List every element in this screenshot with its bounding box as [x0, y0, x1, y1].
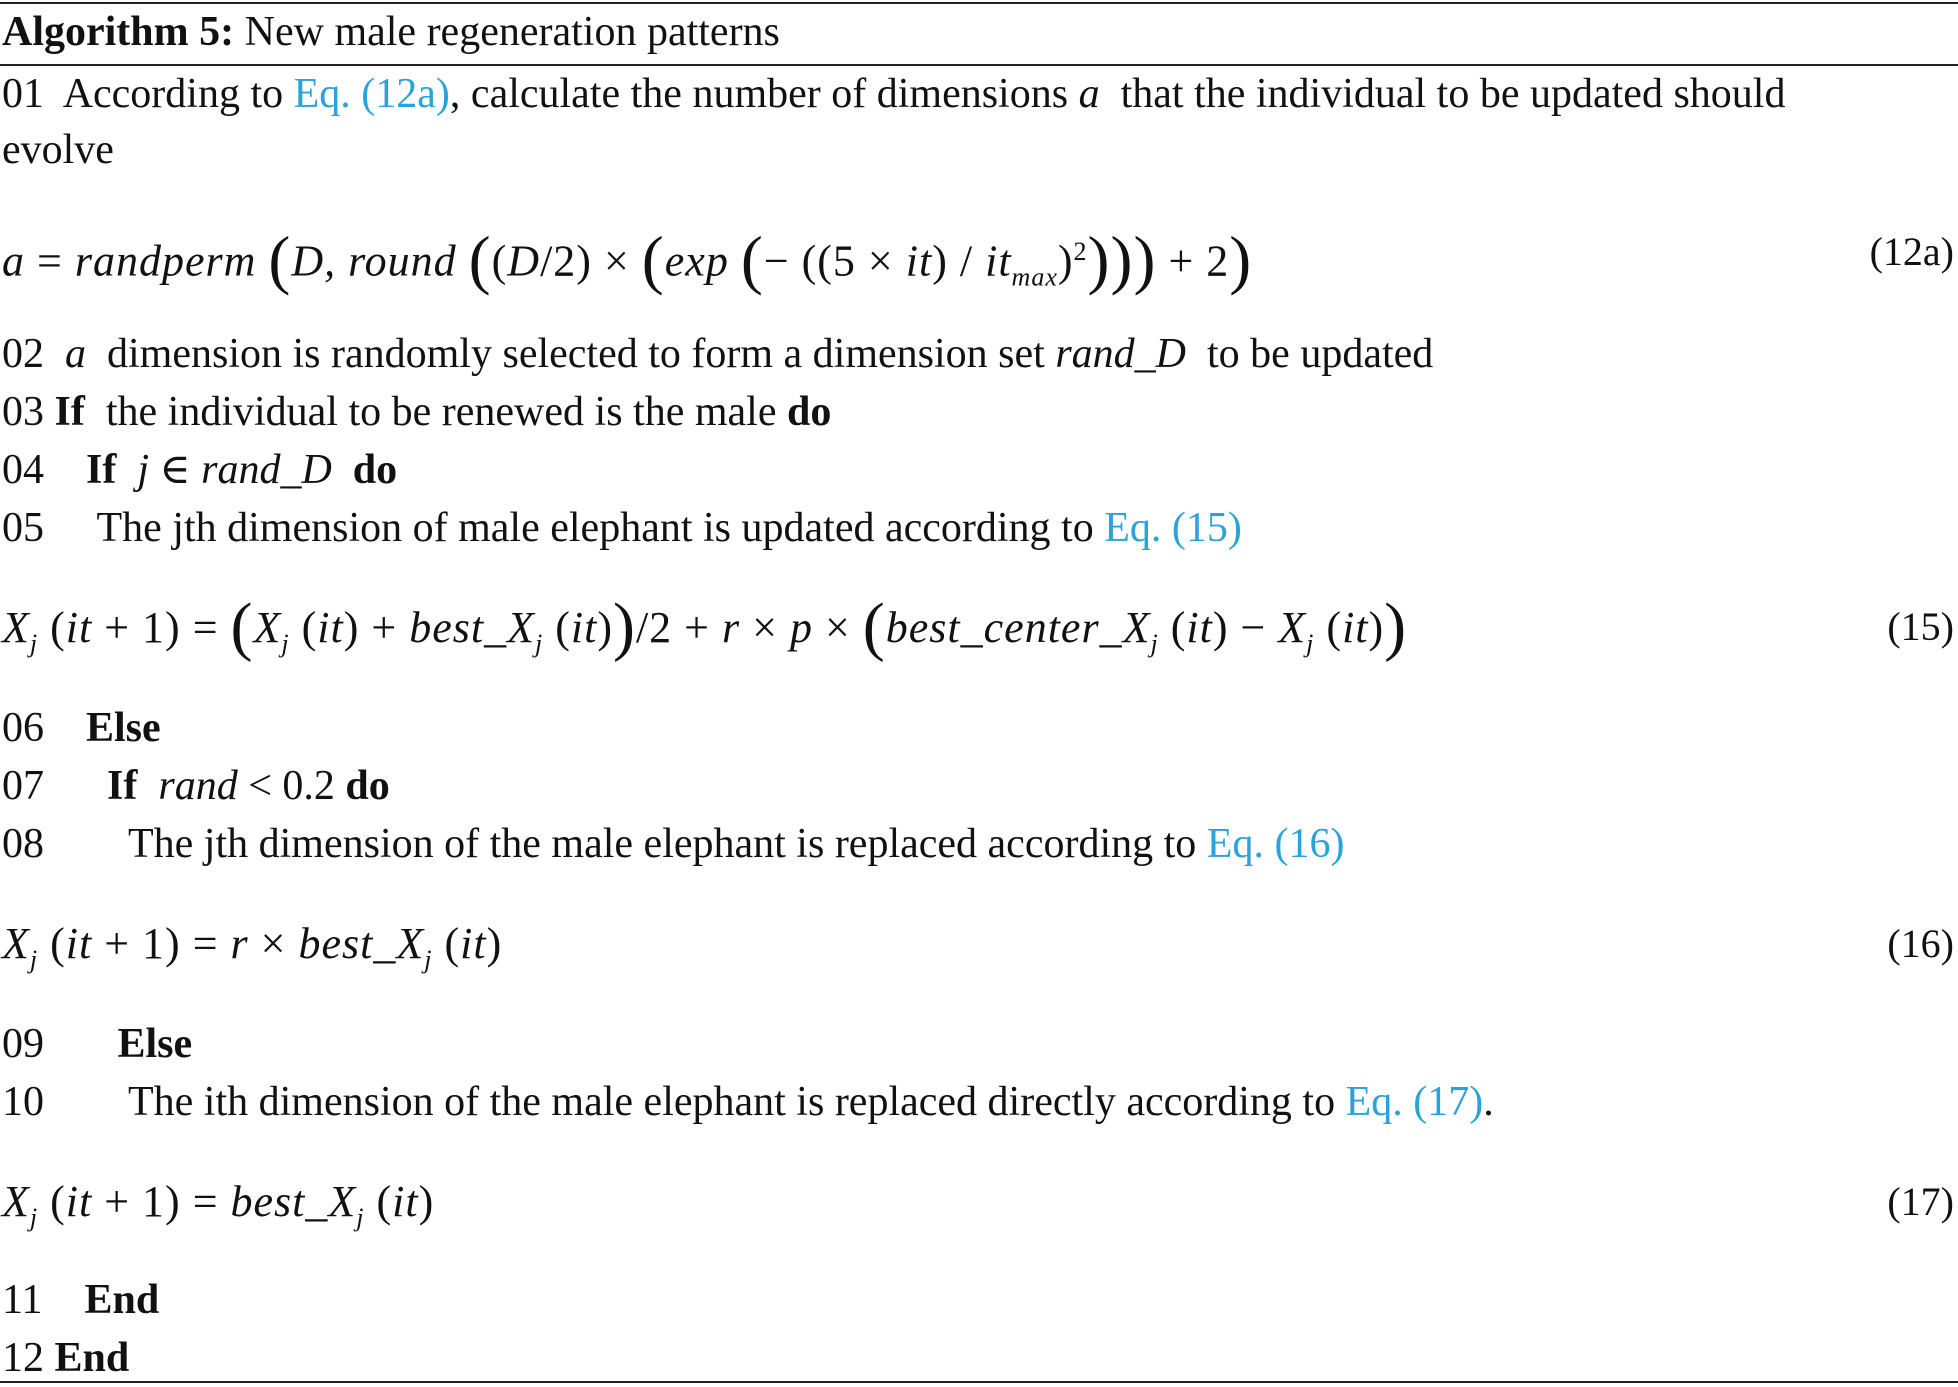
variable: rand — [158, 763, 238, 809]
algorithm-line-08 — [2, 818, 1344, 870]
equation-link[interactable]: Eq. (12a) — [293, 71, 450, 117]
algorithm-line-01-continued — [2, 124, 114, 176]
line-text: the individual to be renewed is the male — [95, 389, 787, 435]
line-number: 09 — [2, 1021, 44, 1067]
equation-16 — [2, 904, 1954, 984]
keyword: do — [786, 389, 832, 435]
equation-15 — [2, 587, 1954, 667]
equation-17 — [2, 1162, 1954, 1242]
top-rule — [0, 2, 1958, 4]
keyword: If — [86, 447, 117, 493]
bottom-rule — [0, 1381, 1958, 1383]
algorithm-line-02 — [2, 328, 1433, 380]
equation-12a — [2, 212, 1954, 297]
line-number: 04 — [2, 447, 44, 493]
variable: j ∈ rand_D — [137, 447, 332, 493]
keyword: do — [352, 447, 398, 493]
variable: a — [1078, 71, 1100, 117]
line-text: . — [1483, 1079, 1494, 1125]
equation-formula: $X_j$ $(it + 1) = (X_j$ $(it) + best\_X_j$ $(it))/2 + r \times p \times (best\_center\_X_j$ $(it) - X_j$ (it)) — [2, 590, 1408, 663]
algorithm-name: New male regeneration patterns — [244, 9, 780, 55]
line-text: dimension is randomly selected to form a dimension set — [96, 331, 1056, 377]
equation-formula: $X_j$ $(it + 1) = best\_X_j$ (it) — [2, 1177, 435, 1232]
algorithm-line-03 — [2, 386, 831, 438]
algorithm-line-11 — [2, 1274, 159, 1326]
keyword: End — [84, 1277, 160, 1323]
equation-formula: $X_j$ $(it + 1) = r \times best\_X_j$ (it) — [2, 919, 503, 974]
line-number: 05 — [2, 505, 44, 551]
line-number: 12 — [2, 1335, 44, 1381]
line-number: 02 — [2, 331, 44, 377]
line-number: 03 — [2, 389, 44, 435]
equation-link[interactable]: Eq. (17) — [1345, 1079, 1484, 1125]
equation-number: (16) — [1887, 921, 1954, 966]
line-text: that the individual to be updated should — [1110, 71, 1786, 117]
line-text: , calculate the number of dimensions — [449, 71, 1079, 117]
line-number: 10 — [2, 1079, 44, 1125]
keyword: do — [345, 763, 390, 809]
line-text: The jth dimension of male elephant is updated according to — [96, 505, 1105, 551]
line-text: According to — [62, 71, 294, 117]
line-number: 08 — [2, 821, 44, 867]
algorithm-line-07 — [2, 760, 390, 812]
variable: rand_D — [1055, 331, 1187, 377]
algorithm-line-06 — [2, 702, 161, 754]
equation-formula: a = randperm (D, round ((D/2) × (exp (− $((5 \times it) / it_{max})^2))) + 2$) — [2, 223, 1253, 297]
line-number: 11 — [2, 1277, 43, 1323]
algorithm-line-10 — [2, 1076, 1494, 1128]
algorithm-title — [2, 6, 780, 58]
keyword: End — [54, 1335, 130, 1381]
variable: a — [65, 331, 86, 377]
algorithm-line-12 — [2, 1332, 129, 1384]
algorithm-label: Algorithm 5: — [2, 9, 235, 55]
equation-link[interactable]: Eq. (15) — [1104, 505, 1242, 551]
line-text: to be updated — [1196, 331, 1434, 377]
keyword: If — [107, 763, 138, 809]
keyword: Else — [117, 1021, 193, 1067]
algorithm-line-05 — [2, 502, 1242, 554]
equation-link[interactable]: Eq. (16) — [1206, 821, 1345, 867]
algorithm-line-01 — [2, 68, 1785, 120]
equation-number: (12a) — [1869, 229, 1954, 274]
line-number: 06 — [2, 705, 44, 751]
line-text: < 0.2 — [237, 763, 346, 809]
header-rule — [0, 64, 1958, 66]
line-text: The ith dimension of the male elephant is replaced directly according to — [128, 1079, 1346, 1125]
line-text: evolve — [2, 127, 114, 173]
line-text: The jth dimension of the male elephant is replaced according to — [128, 821, 1207, 867]
algorithm-line-09 — [2, 1018, 192, 1070]
equation-number: (15) — [1887, 604, 1954, 649]
algorithm-line-04 — [2, 444, 397, 496]
equation-number: (17) — [1887, 1179, 1954, 1224]
line-number: 01 — [2, 71, 44, 117]
line-number: 07 — [2, 763, 44, 809]
keyword: If — [54, 389, 85, 435]
keyword: Else — [86, 705, 161, 751]
